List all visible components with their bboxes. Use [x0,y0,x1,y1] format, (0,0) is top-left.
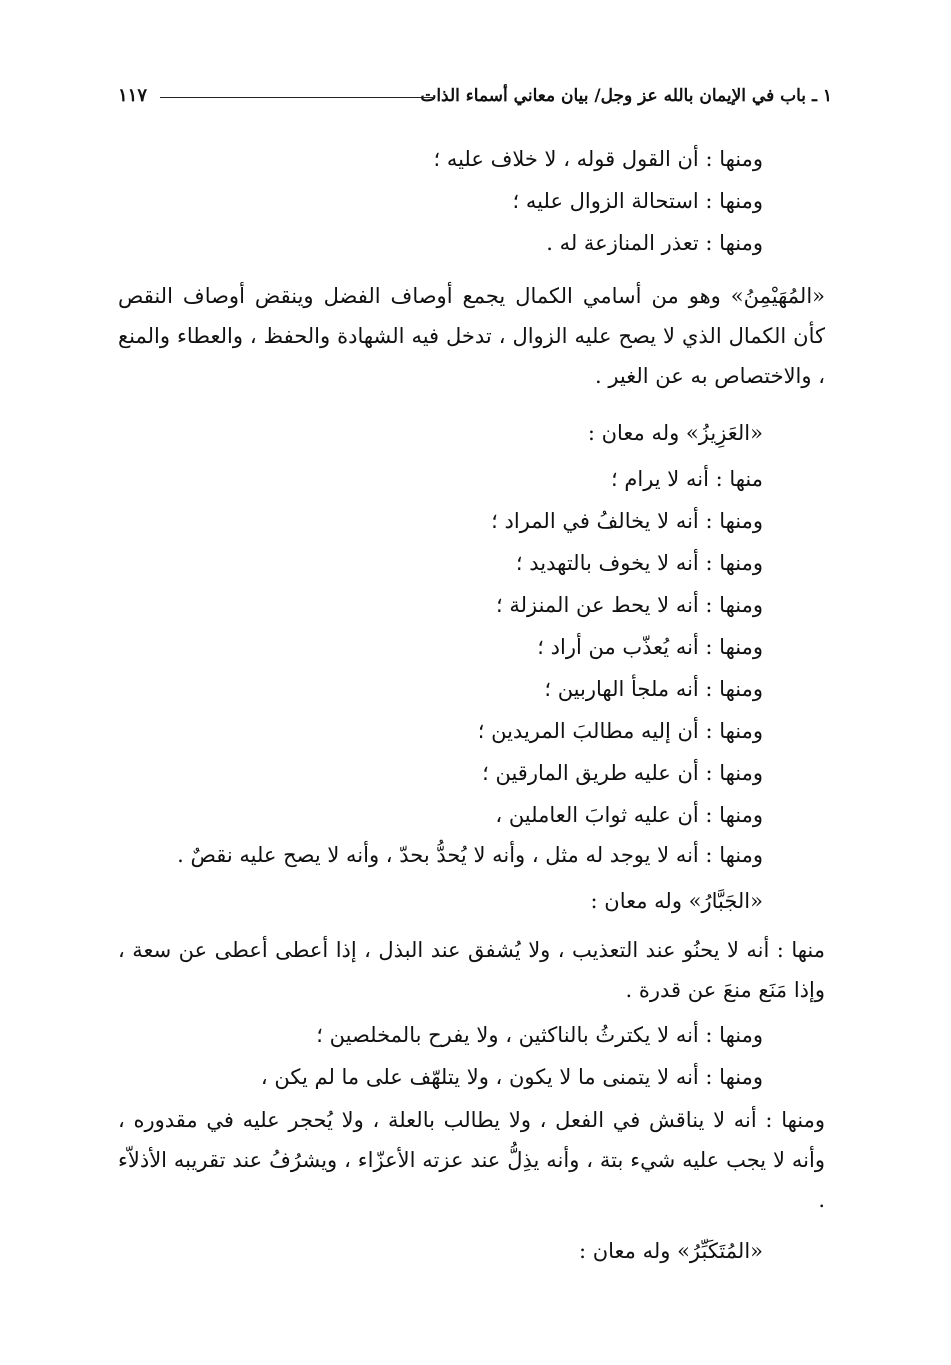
text-line: ومنها : تعذر المنازعة له . [546,231,763,255]
running-header [118,78,832,114]
list-item: ومنها : أنه لا يخالفُ في المراد ؛ [491,509,763,533]
page-number: ١١٧ [118,85,148,106]
list-item: ومنها : أن عليه طريق المارقين ؛ [482,761,763,785]
chapter-title: ١ ـ باب في الإيمان بالله عز وجل/ بيان معاني أسماء الذات [420,86,832,106]
header-rule [160,97,434,98]
paragraph-muhaymin: «المُهَيْمِنُ» وهو من أسامي الكمال يجمع أوصاف الفضل وينقض أوصاف النقص كأن الكمال الذي لا يصح عليه الزوال ، تدخل فيه الشهادة والحفظ ، والعطاء والمنع ، والاختصاص به عن الغير . [118,284,825,388]
paragraph-jabbar: منها : أنه لا يحنُو عند التعذيب ، ولا يُشفق عند البذل ، إذا أعطى أعطى عن سعة ، وإذا مَنَع منعَ عن قدرة . [118,938,825,1002]
list-item: ومنها : أنه لا يخوف بالتهديد ؛ [515,551,763,575]
list-item: ومنها : أنه لا يحط عن المنزلة ؛ [495,593,763,617]
section-heading-mutakabbir: «المُتَكَبِّرُ» وله معان : [578,1239,763,1263]
text-line: ومنها : استحالة الزوال عليه ؛ [512,189,763,213]
paragraph-jabbar-last: ومنها : أنه لا يناقش في الفعل ، ولا يطالب بالعلة ، ولا يُحجر عليه في مقدوره ، وأنه لا يجب عليه شيء بتة ، وأنه يذِلُّ عند عزته الأعزّاء ، ويشرُفُ عند تقريبه الأذلاّء . [118,1108,825,1212]
list-item: ومنها : أن إليه مطالبَ المريدين ؛ [477,719,763,743]
list-item: ومنها : أنه ملجأ الهاربين ؛ [544,677,763,701]
section-heading-jabbar: «الجَبَّارُ» وله معان : [590,889,763,913]
list-item: منها : أنه لا يرام ؛ [611,467,763,491]
list-item: ومنها : أنه لا يكترثُ بالناكثين ، ولا يفرح بالمخلصين ؛ [316,1023,763,1047]
list-item: ومنها : أنه لا يوجد له مثل ، وأنه لا يُحدُّ بحدّ ، وأنه لا يصح عليه نقصٌ . [177,843,763,867]
text-line: ومنها : أن القول قوله ، لا خلاف عليه ؛ [433,147,763,171]
section-heading-aziz: «العَزِيزُ» وله معان : [587,421,763,445]
list-item: ومنها : أن عليه ثوابَ العاملين ، [495,803,763,827]
list-item: ومنها : أنه يُعذّب من أراد ؛ [537,635,763,659]
list-item: ومنها : أنه لا يتمنى ما لا يكون ، ولا يتلهّف على ما لم يكن ، [260,1065,763,1089]
